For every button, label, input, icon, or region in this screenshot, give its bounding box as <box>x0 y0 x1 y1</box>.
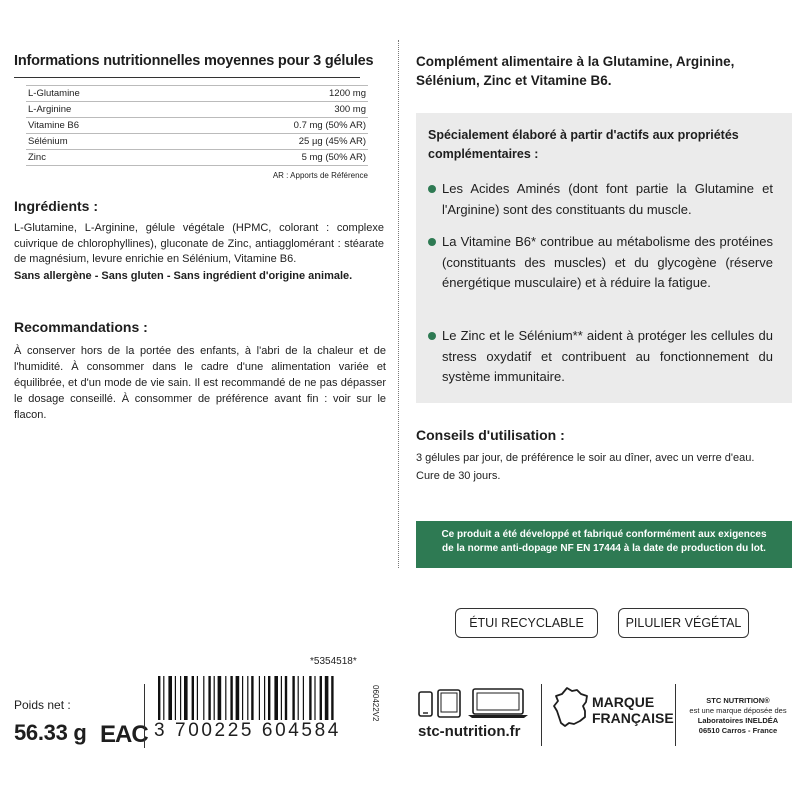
nutrient-name: L-Arginine <box>26 102 167 118</box>
nutrient-name: L-Glutamine <box>26 86 167 102</box>
nutrient-name: Zinc <box>26 150 167 166</box>
benefit-item <box>428 326 773 388</box>
nutrition-table <box>26 85 368 166</box>
usage-dosage: 3 gélules par jour, de préférence le soir au dîner, avec un verre d'eau. <box>416 452 755 464</box>
french-brand-line-2: FRANÇAISE <box>592 710 674 726</box>
reference-intake-note: AR : Apports de Référence <box>272 171 368 180</box>
french-brand-line-1: MARQUE <box>592 694 655 710</box>
usage-duration: Cure de 30 jours. <box>416 470 501 482</box>
ingredients-text: L-Glutamine, L-Arginine, gélule végétale (HPMC, colorant : complexe cuivrique de chlorophyllines), gluconate de Zinc, antiagglomérant : stéarate de magnésium, levure enrichie en Sélénium, Vitamine B6. <box>14 222 384 265</box>
table-row <box>26 86 368 102</box>
barcode-digits: 3 700225 604584 <box>154 720 341 741</box>
nutrient-value: 1200 mg <box>167 86 368 102</box>
footer-separator <box>541 684 542 746</box>
table-row <box>26 118 368 134</box>
supplement-title: Complément alimentaire à la Glutamine, Arginine, Sélénium, Zinc et Vitamine B6. <box>416 54 735 88</box>
ingredients-title: Ingrédients : <box>14 198 99 214</box>
bullet-dot-icon <box>428 238 436 246</box>
batch-code: 060422V2 <box>371 685 380 722</box>
recyclable-box-badge: ÉTUI RECYCLABLE <box>455 608 598 638</box>
lab-address: 06510 Carros - France <box>698 726 778 735</box>
usage-text <box>416 449 792 485</box>
eac-conformity-logo: EAC <box>100 721 148 748</box>
benefit-text: La Vitamine B6* contribue au métabolisme des protéines (constituants des muscles) et du glycogène (réserve énergétique musculaire) et à réduire la fatigue. <box>442 234 773 290</box>
net-weight-label: Poids net : <box>14 698 71 712</box>
table-row <box>26 102 368 118</box>
footer-separator <box>144 684 145 748</box>
bullet-dot-icon <box>428 185 436 193</box>
benefit-item <box>428 232 773 294</box>
website-link[interactable]: stc-nutrition.fr <box>418 723 521 740</box>
vegetal-pillbox-badge: PILULIER VÉGÉTAL <box>618 608 749 638</box>
usage-title: Conseils d'utilisation : <box>416 427 565 443</box>
lot-number: *5354518* <box>310 656 357 667</box>
antidoping-line-2: de la norme anti-dopage NF EN 17444 à la date de production du lot. <box>442 543 766 554</box>
benefit-text: Les Acides Aminés (dont font partie la Glutamine et l'Arginine) sont des constituants du muscle. <box>442 181 773 217</box>
column-divider <box>398 40 399 568</box>
footer-separator <box>675 684 676 746</box>
benefits-title: Spécialement élaboré à partir d'actifs aux propriétés complémentaires : <box>428 128 739 161</box>
nutrition-title-rule <box>14 77 360 78</box>
benefit-text: Le Zinc et le Sélénium** aident à protéger les cellules du stress oxydatif et contribuent au fonctionnement du système immunitaire. <box>442 328 773 384</box>
nutrient-name: Sélénium <box>26 134 167 150</box>
brand-notice-text: est une marque déposée des <box>689 706 787 715</box>
recommendations-title: Recommandations : <box>14 319 148 335</box>
antidoping-line-1: Ce produit a été développé et fabriqué conformément aux exigences <box>441 529 767 540</box>
bullet-dot-icon <box>428 332 436 340</box>
nutrition-title: Informations nutritionnelles moyennes pour 3 gélules <box>14 53 374 69</box>
nutrient-value: 25 µg (45% AR) <box>167 134 368 150</box>
antidoping-banner <box>416 521 792 568</box>
nutrient-value: 0.7 mg (50% AR) <box>167 118 368 134</box>
benefit-item <box>428 179 773 220</box>
brand-legal-notice <box>683 696 793 736</box>
lab-name: Laboratoires INELDÉA <box>697 716 779 725</box>
nutrient-name: Vitamine B6 <box>26 118 167 134</box>
recommendations-text: À conserver hors de la portée des enfants, à l'abri de la chaleur et de l'humidité. À consommer dans le cadre d'une alimentation variée et équilibrée, et d'un mode de vie sain. Il est recommandé de ne pas dépasser le dosage conseillé. À consommer de préférence avant fin : voir sur le flacon. <box>14 345 386 421</box>
nutrient-value: 5 mg (50% AR) <box>167 150 368 166</box>
nutrient-value: 300 mg <box>167 102 368 118</box>
devices-icon <box>418 687 538 719</box>
france-map-icon <box>552 686 590 728</box>
table-row <box>26 134 368 150</box>
allergen-statement: Sans allergène - Sans gluten - Sans ingrédient d'origine animale. <box>14 270 353 282</box>
brand-name: STC NUTRITION® <box>706 696 770 705</box>
table-row <box>26 150 368 166</box>
net-weight-value: 56.33 g <box>14 720 87 745</box>
